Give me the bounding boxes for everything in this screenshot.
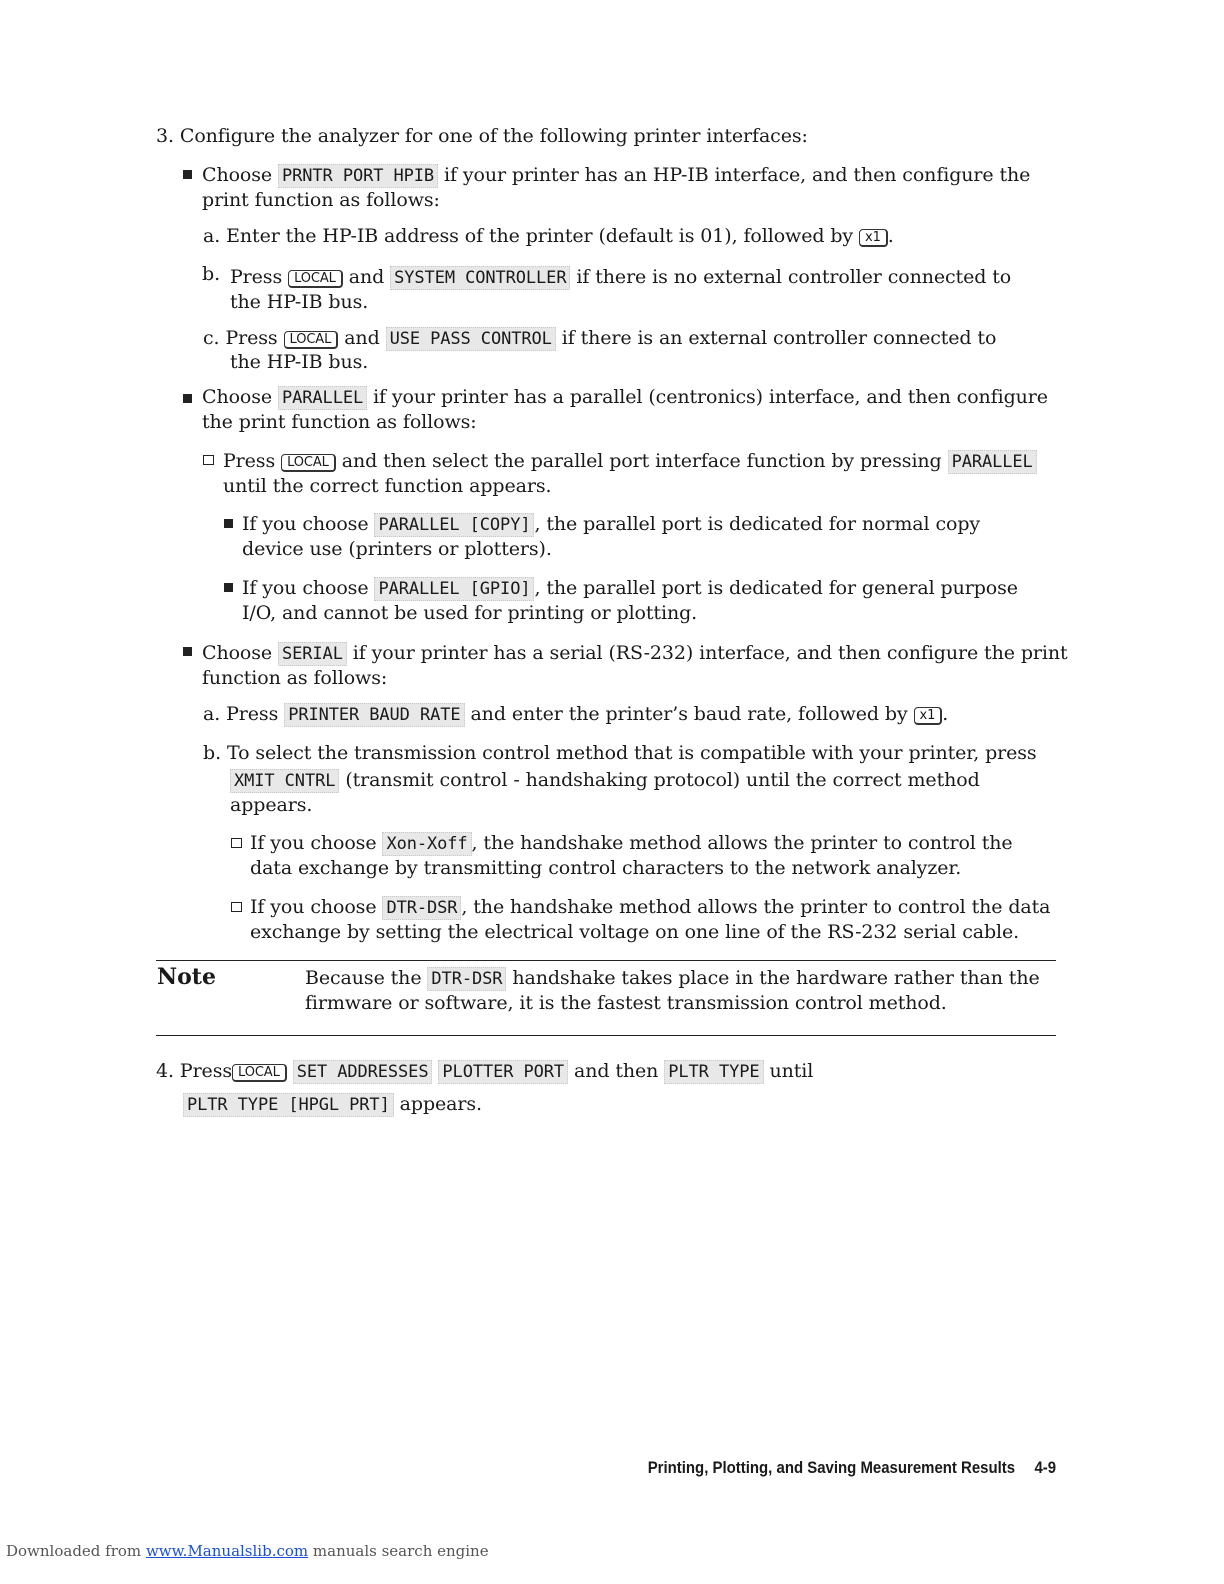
softkey-set-addresses: SET ADDRESSES — [293, 1060, 433, 1084]
step-number: 3. — [156, 125, 174, 147]
parallel-sub-line1: Press LOCAL and then select the parallel port interface function by pressing PARALLEL — [223, 449, 1037, 474]
step-number: 4. — [156, 1060, 174, 1082]
bullet-square-icon — [183, 394, 192, 403]
hardkey-local: LOCAL — [288, 270, 343, 288]
bullet-square-icon — [183, 647, 192, 656]
bullet-open-square-icon — [231, 902, 242, 912]
step-3 — [156, 124, 808, 148]
softkey-pltr-type-hpgl-prt: PLTR TYPE [HPGL PRT] — [183, 1093, 394, 1117]
serial-xon-line1: If you choose Xon-Xoff , the handshake method allows the printer to control the — [250, 832, 1013, 854]
note-title: Note — [157, 964, 216, 990]
softkey-parallel: PARALLEL — [948, 450, 1037, 474]
step-text: Configure the analyzer for one of the following printer interfaces: — [179, 125, 808, 147]
page-number: 4-9 — [1034, 1458, 1056, 1477]
softkey-plotter-port: PLOTTER PORT — [438, 1060, 568, 1084]
softkey-parallel-gpio: PARALLEL [GPIO] — [374, 577, 534, 601]
parallel-copy-line1: If you choose PARALLEL [COPY] , the parallel port is dedicated for normal copy — [242, 513, 981, 535]
softkey-prntr-port-hpib: PRNTR PORT HPIB — [278, 164, 438, 188]
note-top-rule — [156, 960, 1056, 961]
page-footer — [648, 1458, 1056, 1478]
bullet-square-icon — [183, 170, 192, 179]
softkey-xmit-cntrl: XMIT CNTRL — [230, 769, 339, 793]
hardkey-x1: x1 — [859, 229, 888, 247]
hpib-step-b-line2: the HP-IB bus. — [230, 291, 369, 313]
serial-dtr-line2: exchange by setting the electrical voltage on one line of the RS-232 serial cable. — [250, 921, 1020, 943]
bullet-open-square-icon — [203, 455, 214, 465]
softkey-dtr-dsr: DTR-DSR — [427, 967, 506, 991]
serial-xon-line2: data exchange by transmitting control characters to the network analyzer. — [250, 857, 962, 879]
hpib-step-b-line1: Press LOCAL and SYSTEM CONTROLLER if there is no external controller connected to — [230, 266, 1012, 288]
manualslib-link[interactable]: www.Manualslib.com — [145, 1542, 309, 1560]
footer-chapter-title: Printing, Plotting, and Saving Measurement Results — [647, 1458, 1016, 1477]
step-4-line1: 4. Press LOCAL SET ADDRESSES PLOTTER PORT and then PLTR TYPE until — [156, 1060, 814, 1082]
serial-dtr-line1: If you choose DTR-DSR , the handshake method allows the printer to control the data — [250, 896, 1051, 918]
hpib-option-line2: print function as follows: — [202, 189, 440, 211]
bullet-square-icon — [224, 519, 233, 528]
parallel-option-line1: Choose PARALLEL if your printer has a parallel (centronics) interface, and then configure — [202, 386, 1048, 408]
softkey-xon-xoff: Xon-Xoff — [382, 832, 471, 856]
note-bottom-rule — [156, 1035, 1056, 1036]
hpib-step-b-label: b. — [202, 263, 221, 285]
hardkey-local: LOCAL — [281, 454, 336, 472]
serial-option-line2: function as follows: — [202, 667, 388, 689]
softkey-printer-baud-rate: PRINTER BAUD RATE — [284, 703, 464, 727]
softkey-serial: SERIAL — [278, 642, 347, 666]
hardkey-local: LOCAL — [232, 1064, 287, 1082]
hpib-step-c-line1: c. Press LOCAL and USE PASS CONTROL if there is an external controller connected to — [203, 327, 997, 349]
softkey-parallel-copy: PARALLEL [COPY] — [374, 513, 534, 537]
hpib-option-line1: Choose PRNTR PORT HPIB if your printer has an HP-IB interface, and then configure the — [202, 164, 1031, 186]
bullet-open-square-icon — [231, 838, 242, 848]
softkey-use-pass-control: USE PASS CONTROL — [386, 327, 556, 351]
softkey-parallel: PARALLEL — [278, 386, 367, 410]
softkey-system-controller: SYSTEM CONTROLLER — [390, 266, 570, 290]
serial-step-b-line2: XMIT CNTRL (transmit control - handshaking protocol) until the correct method — [230, 768, 980, 793]
softkey-dtr-dsr: DTR-DSR — [382, 896, 461, 920]
download-banner: Downloaded from www.Manualslib.com manuals search engine — [6, 1542, 489, 1560]
serial-step-b-line1: b. To select the transmission control method that is compatible with your printer, press — [203, 742, 1037, 764]
serial-step-b-line3: appears. — [230, 794, 313, 816]
note-line2: firmware or software, it is the fastest transmission control method. — [305, 992, 947, 1014]
parallel-sub-line2: until the correct function appears. — [223, 475, 552, 497]
bullet-square-icon — [224, 583, 233, 592]
note-line1: Because the DTR-DSR handshake takes place in the hardware rather than the — [305, 967, 1040, 989]
parallel-option-line2: the print function as follows: — [202, 411, 477, 433]
parallel-copy-line2: device use (printers or plotters). — [242, 538, 552, 560]
softkey-pltr-type: PLTR TYPE — [664, 1060, 763, 1084]
hardkey-local: LOCAL — [284, 331, 339, 349]
serial-option-line1: Choose SERIAL if your printer has a serial (RS-232) interface, and then configure the print — [202, 642, 1068, 664]
hardkey-x1: x1 — [914, 707, 943, 725]
parallel-gpio-line1: If you choose PARALLEL [GPIO] , the parallel port is dedicated for general purpose — [242, 577, 1018, 599]
step-4-line2: PLTR TYPE [HPGL PRT] appears. — [183, 1092, 482, 1117]
parallel-gpio-line2: I/O, and cannot be used for printing or plotting. — [242, 602, 698, 624]
hpib-step-a: a. Enter the HP-IB address of the printer (default is 01), followed by x1 . — [203, 225, 894, 247]
hpib-step-c-line2: the HP-IB bus. — [230, 351, 369, 373]
serial-step-a: a. Press PRINTER BAUD RATE and enter the printer’s baud rate, followed by x1 . — [203, 703, 949, 725]
